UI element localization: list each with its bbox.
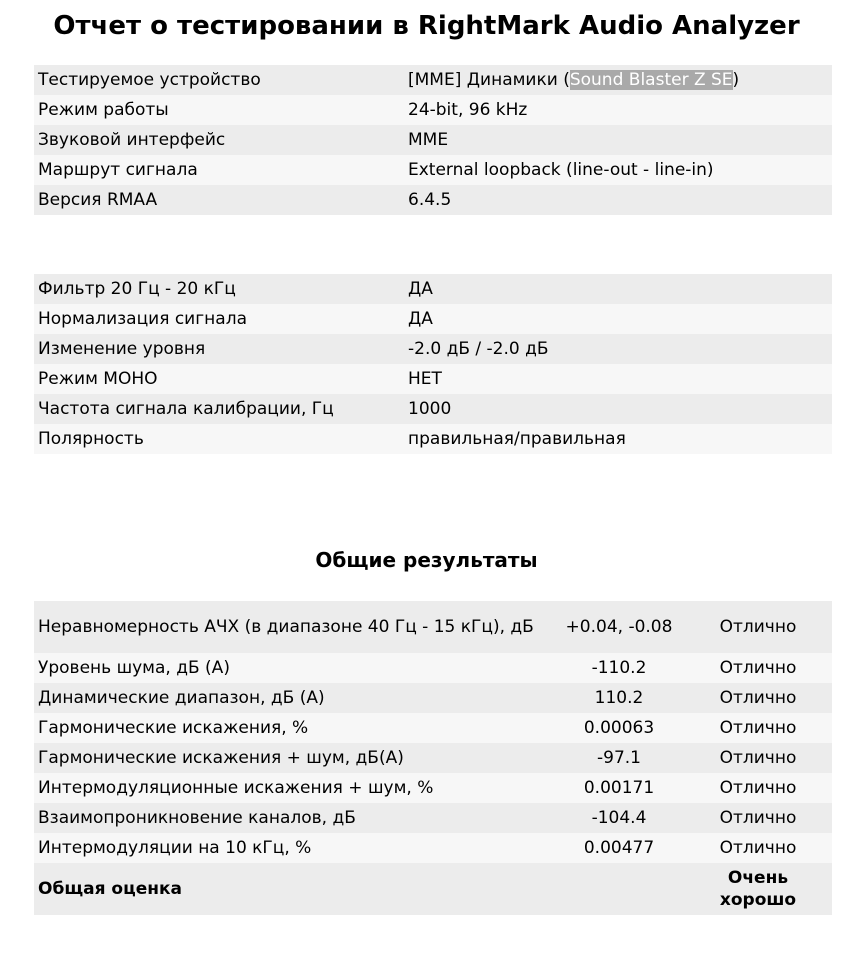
device-name-suffix: ) [732, 70, 740, 90]
table-row [34, 155, 832, 185]
row-value: ДА [404, 304, 832, 334]
device-info-table [34, 65, 832, 215]
result-label: Гармонические искажения, % [34, 713, 554, 743]
table-row [34, 304, 832, 334]
result-value: 0.00063 [554, 713, 684, 743]
result-label: Уровень шума, дБ (А) [34, 653, 554, 683]
table-row [34, 713, 832, 743]
table-row [34, 185, 832, 215]
total-grade: Очень хорошо [684, 863, 832, 915]
row-label: Изменение уровня [34, 334, 404, 364]
result-label: Гармонические искажения + шум, дБ(А) [34, 743, 554, 773]
row-value: -2.0 дБ / -2.0 дБ [404, 334, 832, 364]
row-value [404, 65, 832, 95]
table-row [34, 424, 832, 454]
page-title: Отчет о тестировании в RightMark Audio Analyzer [53, 11, 800, 41]
row-label: Звуковой интерфейс [34, 125, 404, 155]
device-name-prefix: [MME] Динамики ( [408, 70, 570, 90]
settings-table [34, 274, 832, 454]
row-value: НЕТ [404, 364, 832, 394]
row-value: 6.4.5 [404, 185, 832, 215]
results-title: Общие результаты [315, 548, 538, 572]
row-value: 24-bit, 96 kHz [404, 95, 832, 125]
row-value: 1000 [404, 394, 832, 424]
result-label: Интермодуляционные искажения + шум, % [34, 773, 554, 803]
table-row [34, 65, 832, 95]
table-row [34, 364, 832, 394]
table-row [34, 683, 832, 713]
result-value: 110.2 [554, 683, 684, 713]
results-table [34, 601, 832, 915]
result-grade: Отлично [684, 743, 832, 773]
row-value: правильная/правильная [404, 424, 832, 454]
result-value: 0.00171 [554, 773, 684, 803]
result-grade: Отлично [684, 803, 832, 833]
row-label: Тестируемое устройство [34, 65, 404, 95]
table-row [34, 334, 832, 364]
result-label: Неравномерность АЧХ (в диапазоне 40 Гц - 15 кГц), дБ [34, 601, 554, 653]
row-value: ДА [404, 274, 832, 304]
result-value: +0.04, -0.08 [554, 601, 684, 653]
result-value: -110.2 [554, 653, 684, 683]
result-label: Интермодуляции на 10 кГц, % [34, 833, 554, 863]
table-row [34, 833, 832, 863]
table-row [34, 95, 832, 125]
row-label: Полярность [34, 424, 404, 454]
row-label: Режим МОНО [34, 364, 404, 394]
row-value: External loopback (line-out - line-in) [404, 155, 832, 185]
table-row [34, 803, 832, 833]
table-row [34, 743, 832, 773]
row-label: Нормализация сигнала [34, 304, 404, 334]
row-label: Режим работы [34, 95, 404, 125]
result-grade: Отлично [684, 773, 832, 803]
result-grade: Отлично [684, 713, 832, 743]
result-value: -104.4 [554, 803, 684, 833]
total-value-empty [554, 863, 684, 915]
result-label: Динамические диапазон, дБ (А) [34, 683, 554, 713]
row-label: Фильтр 20 Гц - 20 кГц [34, 274, 404, 304]
total-row [34, 863, 832, 915]
table-row [34, 601, 832, 653]
result-grade: Отлично [684, 653, 832, 683]
selected-text[interactable]: Sound Blaster Z SE [569, 70, 733, 90]
row-label: Версия RMAA [34, 185, 404, 215]
row-label: Маршрут сигнала [34, 155, 404, 185]
result-value: 0.00477 [554, 833, 684, 863]
row-label: Частота сигнала калибрации, Гц [34, 394, 404, 424]
row-value: MME [404, 125, 832, 155]
table-row [34, 653, 832, 683]
table-row [34, 773, 832, 803]
table-row [34, 125, 832, 155]
table-row [34, 394, 832, 424]
result-grade: Отлично [684, 683, 832, 713]
result-value: -97.1 [554, 743, 684, 773]
result-grade: Отлично [684, 833, 832, 863]
result-label: Взаимопроникновение каналов, дБ [34, 803, 554, 833]
total-label: Общая оценка [34, 863, 554, 915]
table-row [34, 274, 832, 304]
result-grade: Отлично [684, 601, 832, 653]
